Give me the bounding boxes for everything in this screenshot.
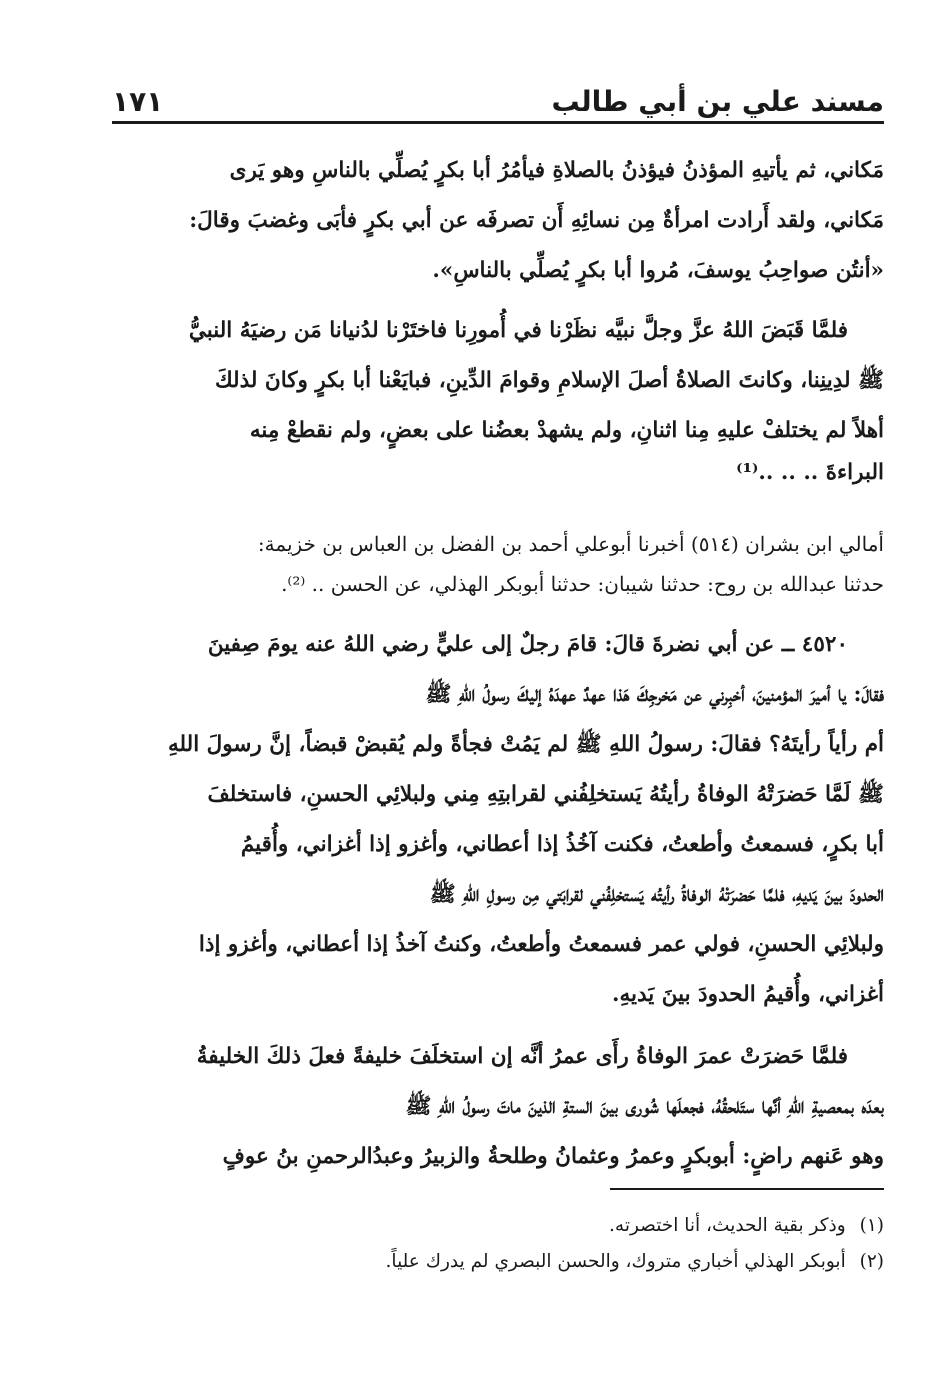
paragraph-4 [112, 1032, 884, 1182]
text-line: أهلاً لم يختلفْ عليهِ مِنا اثنانِ، ولم يشهدْ بعضُنا على بعضٍ، ولم نقطعْ مِنه [249, 418, 884, 443]
text-line: «أنتُن صواحِبُ يوسفَ، مُروا أبا بكرٍ يُصلِّي بالناسِ». [432, 258, 884, 283]
text-line: ٤٥٢٠ ــ عن أبي نضرةَ قالَ: قامَ رجلٌ إلى عليٍّ رضي اللهُ عنه يومَ صِفينَ [207, 632, 848, 657]
running-header [112, 82, 884, 124]
footnote-text: أبوبكر الهذلي أخباري متروك، والحسن البصري لم يدرك علياً. [385, 1251, 846, 1272]
header-rule [112, 121, 884, 124]
text-line: ﷺ لَمَّا حَضرَتْهُ الوفاةُ رأيتُهُ يَستخلِفُني لقرابتِهِ مِني ولبلائِي الحسنِ، فاستخلفَ [207, 782, 884, 807]
isnad-paragraph [112, 524, 884, 604]
footnote-number: (١) [859, 1215, 884, 1236]
footnote-2 [112, 1244, 884, 1280]
text-line: أم رأياً رأيتَهُ؟ فقالَ: رسولُ اللهِ ﷺ لم يَمُتْ فجأةً ولم يُقبضْ قبضاً، إنَّ رسولَ اللهِ [168, 732, 884, 757]
page-number: ١٧١ [112, 85, 164, 118]
text-line: وهو عَنهم راضٍ: أبوبكرٍ وعمرُ وعثمانُ وطلحةُ والزبيرُ وعبدُالرحمنِ بنُ عوفٍ [222, 1144, 884, 1169]
footnotes [112, 1208, 884, 1280]
text-line: الحدودَ بينَ يَديهِ، فلمَّا حَضرَتْهُ الوفاةُ رأيتُه يَستخلِفُني لقرابَتي مِن رسولِ اللهِ ﷺ [429, 882, 884, 907]
text-line: ﷺ لدِينِنا، وكانتَ الصلاةُ أصلَ الإسلامِ وقوامَ الدِّينِ، فبايَعْنا أبا بكرٍ وكانَ لذلكَ [214, 368, 884, 393]
hadith-4520 [112, 620, 884, 1020]
paragraph-2 [112, 306, 884, 490]
text-line: فلمَّا قَبَضَ اللهُ عزَّ وجلَّ نبيَّه نظَرْنا في أُمورِنا فاختَرْنا لدُنيانا مَن رضيَهُ النبيُّ [188, 318, 848, 343]
text-line: حدثنا عبدالله بن روح: حدثنا شيبان: حدثنا أبوبكر الهذلي، عن الحسن .. ⁽²⁾. [281, 572, 884, 596]
text-line: أغزاني، وأُقيمُ الحدودَ بينَ يَديهِ. [611, 982, 884, 1007]
footnote-text: وذكر بقية الحديث، أنا اختصرته. [609, 1215, 846, 1236]
text-line: أمالي ابن بشران (٥١٤) أخبرنا أبوعلي أحمد بن الفضل بن العباس بن خزيمة: [257, 532, 884, 556]
text-line: مَكاني، ولقد أَرادت امرأةٌ مِن نسائِهِ أَن تصرفَه عن أبي بكرٍ فأبَى وغضبَ وقالَ: [189, 208, 884, 233]
text-line: مَكاني، ثم يأتيهِ المؤذنُ فيؤذنُ بالصلاةِ فيأمُرُ أبا بكرٍ يُصلِّي بالناسِ وهو يَرى [229, 158, 884, 183]
text-line: أبا بكرٍ، فسمعتُ وأطعتُ، فكنت آخُذُ إذا أعطاني، وأغزو إذا أغزاني، وأُقيمُ [240, 832, 884, 857]
text-line: فلمَّا حَضرَتْ عمرَ الوفاةُ رأَى عمرُ أنَّه إن استخلَفَ خليفةً فعلَ ذلكَ الخليفةُ [196, 1044, 848, 1069]
text-line: فقالَ: يا أميرَ المؤمنينَ، أخبِرني عن مَخرجِكَ هَذا عهدٌ عهدَهُ إليكَ رسولُ اللهِ ﷺ [425, 682, 884, 707]
text-line: ولبلائِي الحسنِ، فولي عمر فسمعتُ وأطعتُ، وكنتُ آخذُ إذا أعطاني، وأغزو إذا [198, 932, 884, 957]
text-line: بعدَه بمعصيةِ اللهِ أنَّها ستَلحقُهُ، فجعلَها شُورى بينَ الستةِ الذينَ ماتَ رسولُ اللهِ ﷺ [405, 1094, 884, 1119]
book-title: مسند علي بن أبي طالب [551, 85, 884, 118]
footnote-rule [610, 1188, 884, 1190]
footnote-1 [112, 1208, 884, 1244]
paragraph-1 [112, 146, 884, 296]
footnote-number: (٢) [859, 1251, 884, 1272]
text-line: البراءةَ .. .. ..⁽¹⁾ [736, 460, 884, 485]
